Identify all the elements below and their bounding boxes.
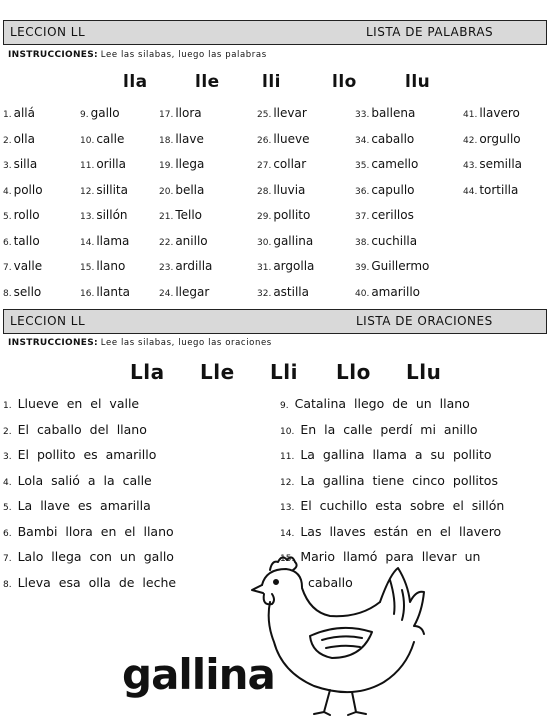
sentence-item (3, 498, 151, 513)
word-item (257, 285, 309, 299)
word-text: bella (175, 182, 205, 197)
sentence-number: 1. (3, 401, 12, 411)
word-item (80, 208, 128, 222)
word-text: olla (13, 131, 35, 146)
sentence-item (280, 422, 478, 437)
word-text: ballena (371, 106, 416, 120)
word-item (159, 106, 202, 120)
word-item (463, 132, 521, 146)
sentence-number: 11. (280, 452, 295, 462)
sentence-item (3, 473, 152, 488)
word-item (355, 285, 420, 299)
sentence-item (280, 498, 504, 513)
picture-word: gallina (122, 650, 275, 699)
instructions-text: Lee las silabas, luego las oraciones (100, 338, 272, 348)
word-number: 14. (80, 237, 95, 248)
sentence-item (3, 524, 174, 539)
sentence-number: 5. (3, 503, 12, 513)
word-text: sillón (96, 208, 128, 222)
syllable: Lli (270, 360, 298, 384)
word-item (80, 285, 130, 299)
word-text: astilla (273, 284, 309, 299)
sentence-text: Bambi llora en el llano (17, 523, 174, 539)
word-text: gallina (273, 233, 314, 248)
sentence-text: Lleva esa olla de leche (17, 574, 177, 590)
word-text: silla (13, 157, 38, 171)
word-text: llanta (96, 284, 131, 299)
word-text: Tello (175, 208, 203, 222)
word-item (3, 234, 40, 248)
syllable: llo (332, 72, 357, 92)
sentence-item (3, 422, 147, 437)
sentence-text: Las llaves están en el llavero (300, 523, 502, 539)
word-number: 40. (355, 288, 370, 299)
word-text: gallo (90, 106, 120, 120)
sentence-text: Llueve en el valle (17, 396, 140, 411)
word-number: 35. (355, 161, 370, 171)
word-item (159, 132, 204, 146)
word-number: 12. (80, 186, 95, 197)
word-number: 8. (3, 288, 12, 299)
word-text: llama (96, 233, 130, 248)
word-text: sillita (96, 182, 128, 197)
word-text: capullo (371, 182, 415, 197)
sentence-number: 9. (280, 401, 289, 411)
word-item (159, 285, 209, 299)
sentence-number: 3. (3, 452, 12, 462)
word-text: cuchilla (371, 233, 418, 248)
word-item (355, 183, 415, 197)
word-number: 39. (355, 263, 370, 273)
word-item (159, 208, 202, 222)
word-text: camello (371, 157, 419, 171)
word-number: 11. (80, 161, 95, 171)
word-text: Guillermo (371, 259, 430, 273)
sentence-text: caballo (308, 574, 353, 590)
sentence-item (280, 524, 501, 539)
word-number: 30. (257, 237, 272, 248)
word-number: 31. (257, 263, 272, 273)
word-item (159, 234, 208, 248)
word-text: valle (13, 259, 43, 273)
word-number: 9. (80, 110, 89, 120)
sentence-number: 14. (280, 528, 295, 539)
sentence-text: Lalo llega con un gallo (17, 549, 174, 564)
sentence-text: Catalina llego de un llano (294, 396, 470, 411)
word-number: 1. (3, 110, 12, 120)
word-item (3, 106, 35, 120)
word-text: collar (273, 157, 307, 171)
word-number: 37. (355, 212, 370, 222)
word-text: llueve (273, 131, 310, 146)
word-item (257, 208, 310, 222)
word-number: 13. (80, 212, 95, 222)
word-text: lluvia (273, 182, 306, 197)
word-item (80, 106, 120, 120)
word-text: calle (96, 131, 125, 146)
word-number: 28. (257, 186, 272, 197)
word-item (257, 183, 305, 197)
word-number: 27. (257, 161, 272, 171)
word-number: 38. (355, 237, 370, 248)
word-text: llave (175, 131, 204, 146)
sentences-header-bar (3, 309, 547, 334)
word-item (80, 132, 124, 146)
word-number: 18. (159, 135, 174, 146)
word-number: 5. (3, 212, 12, 222)
word-item (3, 183, 43, 197)
word-number: 33. (355, 110, 370, 120)
word-number: 17. (159, 110, 174, 120)
words-header-bar (3, 20, 547, 45)
word-item (355, 106, 415, 120)
syllable: Lla (130, 360, 165, 384)
word-number: 20. (159, 186, 174, 197)
word-number: 41. (463, 110, 478, 120)
word-number: 25. (257, 110, 272, 120)
sentence-text: Lola salió a la calle (17, 472, 152, 488)
sentence-number: 8. (3, 579, 12, 590)
word-text: orgullo (479, 131, 521, 146)
sentence-item (280, 473, 498, 488)
word-text: llega (175, 157, 205, 171)
word-number: 32. (257, 288, 272, 299)
word-text: rollo (13, 208, 40, 222)
sentence-item (3, 396, 139, 411)
word-text: llevar (273, 106, 307, 120)
word-number: 22. (159, 237, 174, 248)
word-item (3, 285, 41, 299)
word-text: orilla (96, 157, 126, 171)
word-number: 24. (159, 288, 174, 299)
syllable: lla (123, 72, 148, 92)
word-text: anillo (175, 233, 208, 248)
sentence-number: 4. (3, 477, 12, 488)
word-item (257, 259, 314, 273)
syllable: Llu (406, 360, 442, 384)
word-item (3, 157, 37, 171)
instructions-sentences (8, 338, 272, 348)
word-number: 3. (3, 161, 12, 171)
word-number: 36. (355, 186, 370, 197)
word-number: 44. (463, 186, 478, 197)
word-number: 15. (80, 263, 95, 273)
sentence-item (280, 396, 470, 411)
sentence-number: 6. (3, 528, 12, 539)
sentence-number: 10. (280, 426, 295, 437)
sentence-text: El cuchillo esta sobre el sillón (300, 498, 505, 513)
sentence-number: 2. (3, 426, 12, 437)
word-number: 43. (463, 161, 478, 171)
lesson-title: LECCION LL (10, 314, 86, 328)
word-item (3, 259, 42, 273)
sentence-number: 15. (280, 554, 295, 564)
word-text: argolla (273, 259, 315, 273)
word-number: 4. (3, 186, 12, 197)
word-item (257, 106, 307, 120)
word-item (463, 106, 520, 120)
syllable: lle (195, 72, 220, 92)
word-item (355, 132, 414, 146)
word-number: 21. (159, 212, 174, 222)
sentence-item (3, 447, 156, 462)
sentence-number: 7. (3, 554, 12, 564)
sentence-item (3, 575, 176, 590)
word-item (355, 157, 418, 171)
syllable: Lle (200, 360, 235, 384)
sentence-number: 13. (280, 503, 295, 513)
instructions-label: INSTRUCCIONES: (8, 338, 98, 348)
sentence-item (3, 549, 174, 564)
word-number: 10. (80, 135, 95, 146)
sentence-text: La gallina llama a su pollito (300, 447, 492, 462)
word-text: sello (13, 284, 42, 299)
word-number: 23. (159, 263, 174, 273)
word-item (463, 157, 522, 171)
sentence-text: La llave es amarilla (17, 498, 151, 513)
word-text: tallo (13, 233, 40, 248)
word-text: llano (96, 259, 126, 273)
hen-illustration (240, 540, 440, 718)
word-number: 2. (3, 135, 12, 146)
sentence-number: 12. (280, 477, 295, 488)
sentence-text: En la calle perdí mi anillo (300, 421, 478, 437)
word-text: semilla (479, 157, 523, 171)
word-text: allá (13, 106, 35, 120)
word-text: ardilla (175, 259, 213, 273)
word-item (159, 183, 204, 197)
instructions-label: INSTRUCCIONES: (8, 50, 98, 60)
word-item (257, 157, 306, 171)
word-item (355, 259, 429, 273)
word-item (159, 259, 212, 273)
word-item (80, 259, 125, 273)
sentence-text: Mario llamó para llevar un (300, 549, 481, 564)
word-text: llora (175, 106, 202, 120)
word-number: 6. (3, 237, 12, 248)
sentence-text: El pollito es amarillo (17, 447, 157, 462)
syllable: lli (262, 72, 281, 92)
syllable: Llo (336, 360, 371, 384)
word-text: llavero (479, 106, 520, 120)
word-text: tortilla (479, 182, 519, 197)
instructions-text: Lee las silabas, luego las palabras (100, 50, 267, 60)
word-item (355, 208, 414, 222)
word-item (3, 208, 40, 222)
lesson-title: LECCION LL (10, 25, 86, 39)
word-item (80, 183, 128, 197)
word-number: 16. (80, 288, 95, 299)
word-item (257, 132, 309, 146)
word-item (257, 234, 313, 248)
list-title: LISTA DE ORACIONES (356, 314, 493, 328)
word-item (80, 234, 129, 248)
list-title: LISTA DE PALABRAS (366, 25, 494, 39)
word-number: 7. (3, 263, 12, 273)
word-text: llegar (175, 284, 210, 299)
word-number: 34. (355, 135, 370, 146)
word-item (159, 157, 204, 171)
word-text: pollito (273, 208, 311, 222)
instructions-words (8, 50, 267, 60)
sentence-item (280, 447, 492, 462)
word-item (463, 183, 518, 197)
word-text: amarillo (371, 284, 421, 299)
word-number: 19. (159, 161, 174, 171)
sentence-text: El caballo del llano (17, 421, 147, 437)
sentence-text: La gallina tiene cinco pollitos (300, 472, 498, 488)
word-number: 42. (463, 135, 478, 146)
word-item (355, 234, 417, 248)
word-item (80, 157, 126, 171)
word-number: 26. (257, 135, 272, 146)
word-text: caballo (371, 131, 415, 146)
word-number: 29. (257, 212, 272, 222)
word-text: cerillos (371, 208, 414, 222)
syllable: llu (405, 72, 431, 92)
word-text: pollo (13, 182, 43, 197)
word-item (3, 132, 35, 146)
